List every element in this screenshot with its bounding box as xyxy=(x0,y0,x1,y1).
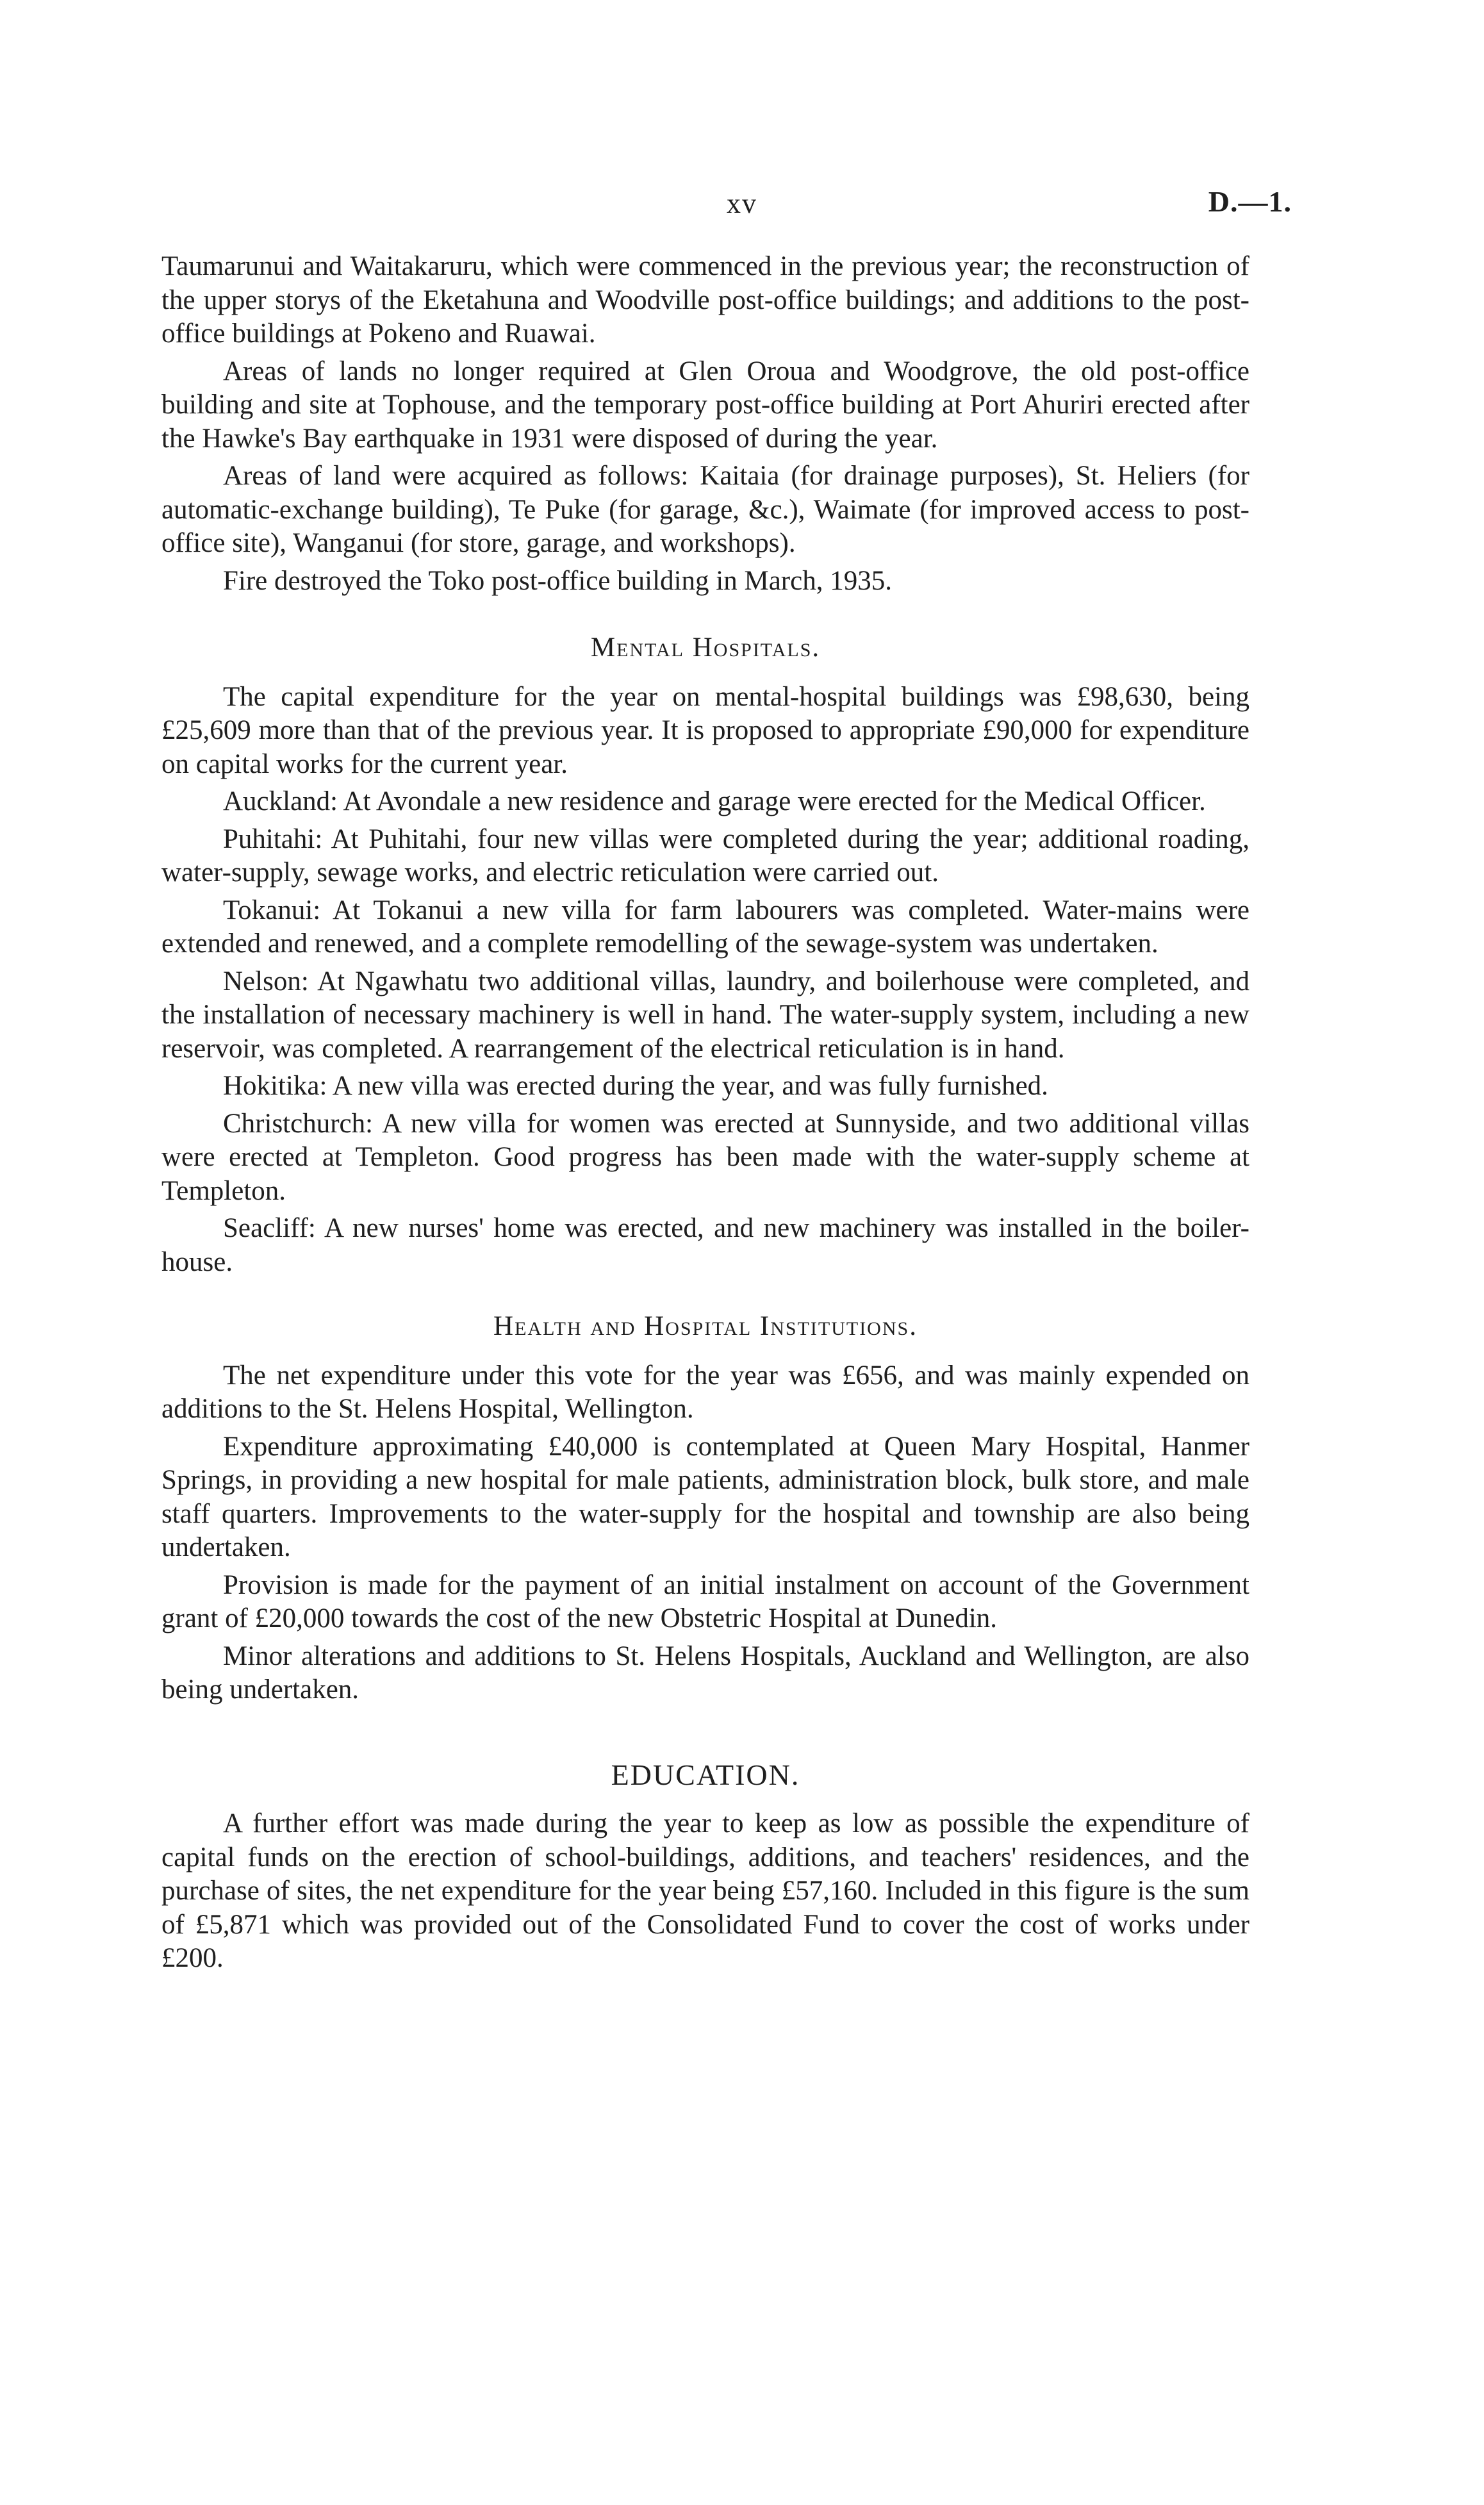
mental-hospitals-paragraph-christchurch: Christchurch: A new villa for women was erected at Sunnyside, and two additional villas were erected at Templeton. Good progress has been made with the water-supply scheme at Templeton. xyxy=(161,1108,1249,1206)
health-hospital-paragraph-4: Minor alterations and additions to St. Helens Hospitals, Auckland and Wellington, are also being undertaken. xyxy=(161,1641,1249,1705)
health-hospital-paragraph-1: The net expenditure under this vote for the year was £656, and was mainly expended on additions to the St. Helens Hospital, Wellington. xyxy=(161,1360,1249,1424)
post-office-paragraph-3: Areas of land were acquired as follows: Kaitaia (for drainage purposes), St. Heliers (for automatic-exchange building), Te Puke (for garage, &c.), Waimate (for improved access to post-office site), Wanganui (for store, garage, and workshops). xyxy=(161,461,1249,558)
health-hospital-paragraph-3: Provision is made for the payment of an initial instalment on account of the Government grant of £20,000 towards the cost of the new Obstetric Hospital at Dunedin. xyxy=(161,1569,1249,1633)
health-hospital-heading: Health and Hospital Institutions. xyxy=(493,1311,918,1341)
mental-hospitals-paragraph-auckland: Auckland: At Avondale a new residence and garage were erected for the Medical Officer. xyxy=(223,786,1206,816)
health-hospital-paragraph-2: Expenditure approximating £40,000 is contemplated at Queen Mary Hospital, Hanmer Springs, in providing a new hospital for male patients, administration block, bulk store, and male staff quarters. Improvements to the water-supply for the hospital and township are also being undertaken. xyxy=(161,1431,1249,1562)
page-number: xv xyxy=(727,188,757,219)
post-office-paragraph-4: Fire destroyed the Toko post-office building in March, 1935. xyxy=(223,565,892,596)
mental-hospitals-paragraph-hokitika: Hokitika: A new villa was erected during the year, and was fully furnished. xyxy=(223,1071,1048,1101)
mental-hospitals-paragraph-1: The capital expenditure for the year on mental-hospital buildings was £98,630, being £25,609 more than that of the previous year. It is proposed to appropriate £90,000 for expenditure on capital works for the current year. xyxy=(161,681,1249,779)
mental-hospitals-paragraph-nelson: Nelson: At Ngawhatu two additional villas, laundry, and boilerhouse were completed, and the installation of necessary machinery is well in hand. The water-supply system, including a new reservoir, was completed. A rearrangement of the electrical reticulation is in hand. xyxy=(161,966,1249,1064)
mental-hospitals-heading: Mental Hospitals. xyxy=(590,632,821,663)
mental-hospitals-paragraph-tokanui: Tokanui: At Tokanui a new villa for farm labourers was completed. Water-mains were extended and renewed, and a complete remodelling of the sewage-system was undertaken. xyxy=(161,895,1249,959)
document-body xyxy=(161,250,1249,1980)
mental-hospitals-paragraph-puhitahi: Puhitahi: At Puhitahi, four new villas were completed during the year; additional roading, water-supply, sewage works, and electric reticulation were carried out. xyxy=(161,823,1249,888)
post-office-paragraph-2: Areas of lands no longer required at Glen Oroua and Woodgrove, the old post-office building and site at Tophouse, and the temporary post-office building at Port Ahuriri erected after the Hawke's Bay earthquake in 1931 were disposed of during the year. xyxy=(161,356,1249,454)
mental-hospitals-paragraph-seacliff: Seacliff: A new nurses' home was erected, and new machinery was installed in the boiler-house. xyxy=(161,1213,1249,1277)
document-reference: D.—1. xyxy=(1208,185,1292,218)
post-office-paragraph-1: Taumarunui and Waitakaruru, which were commenced in the previous year; the reconstruction of the upper storys of the Eketahuna and Woodville post-office buildings; and additions to the post-office buildings at Pokeno and Ruawai. xyxy=(161,251,1249,349)
education-paragraph-1: A further effort was made during the year to keep as low as possible the expenditure of capital funds on the erection of school-buildings, additions, and teachers' residences, and the purchase of sites, the net expenditure for the year being £57,160. Included in this figure is the sum of £5,871 which was provided out of the Consolidated Fund to cover the cost of works under £200. xyxy=(161,1808,1249,1973)
education-heading: EDUCATION. xyxy=(611,1758,800,1791)
